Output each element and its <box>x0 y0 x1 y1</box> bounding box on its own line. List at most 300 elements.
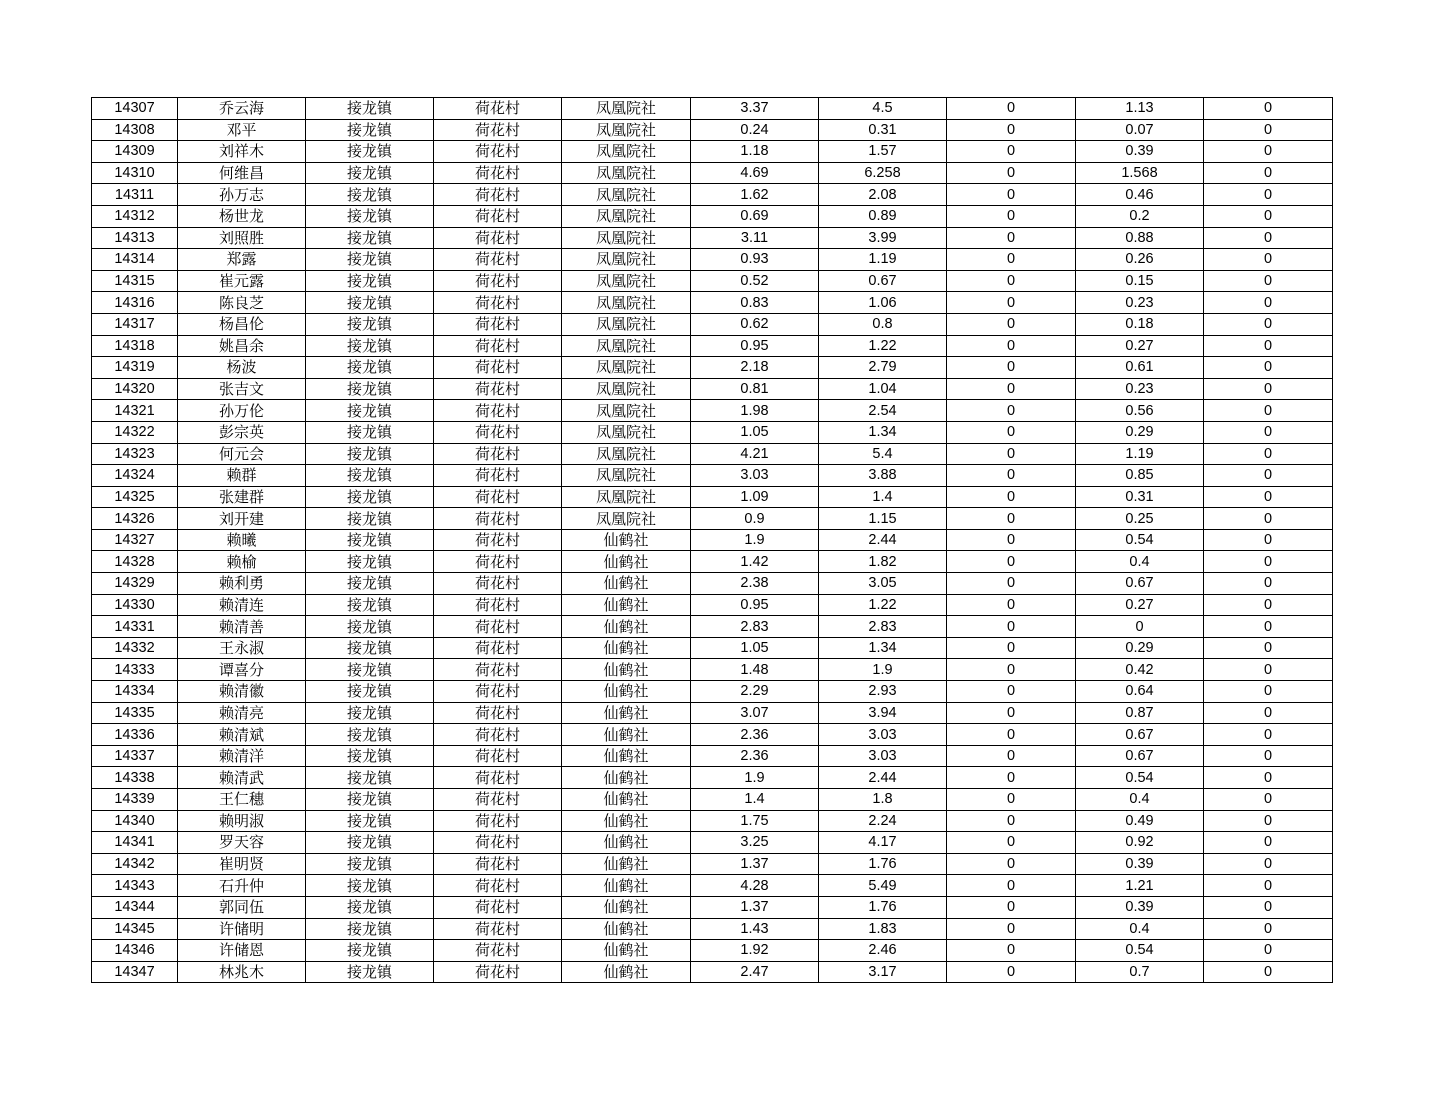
table-row <box>92 508 1333 530</box>
value-cell: 0 <box>947 184 1076 206</box>
table-row <box>92 313 1333 335</box>
value-cell: 0.92 <box>1076 832 1204 854</box>
value-cell: 0.95 <box>691 594 819 616</box>
value-cell: 1.76 <box>819 896 947 918</box>
village-cell: 荷花村 <box>434 940 562 962</box>
value-cell: 0 <box>1204 724 1333 746</box>
value-cell: 0.27 <box>1076 594 1204 616</box>
town-cell: 接龙镇 <box>306 313 434 335</box>
table-row <box>92 357 1333 379</box>
value-cell: 2.47 <box>691 961 819 983</box>
value-cell: 3.94 <box>819 702 947 724</box>
value-cell: 0 <box>1204 961 1333 983</box>
value-cell: 4.28 <box>691 875 819 897</box>
value-cell: 0.39 <box>1076 896 1204 918</box>
id-cell: 14345 <box>92 918 178 940</box>
value-cell: 0 <box>947 940 1076 962</box>
group-cell: 仙鹤社 <box>562 810 691 832</box>
value-cell: 1.568 <box>1076 162 1204 184</box>
value-cell: 1.05 <box>691 421 819 443</box>
name-cell: 赖明淑 <box>178 810 306 832</box>
value-cell: 0.2 <box>1076 205 1204 227</box>
group-cell: 凤凰院社 <box>562 378 691 400</box>
data-table <box>91 97 1333 983</box>
value-cell: 2.36 <box>691 745 819 767</box>
value-cell: 1.04 <box>819 378 947 400</box>
value-cell: 0.67 <box>1076 745 1204 767</box>
village-cell: 荷花村 <box>434 443 562 465</box>
value-cell: 0 <box>1204 940 1333 962</box>
value-cell: 0 <box>1204 465 1333 487</box>
name-cell: 谭喜分 <box>178 659 306 681</box>
town-cell: 接龙镇 <box>306 745 434 767</box>
village-cell: 荷花村 <box>434 184 562 206</box>
id-cell: 14337 <box>92 745 178 767</box>
village-cell: 荷花村 <box>434 961 562 983</box>
value-cell: 1.34 <box>819 637 947 659</box>
name-cell: 王仁穗 <box>178 789 306 811</box>
table-row <box>92 681 1333 703</box>
group-cell: 仙鹤社 <box>562 529 691 551</box>
village-cell: 荷花村 <box>434 810 562 832</box>
town-cell: 接龙镇 <box>306 681 434 703</box>
value-cell: 0 <box>947 896 1076 918</box>
value-cell: 2.83 <box>691 616 819 638</box>
value-cell: 1.21 <box>1076 875 1204 897</box>
value-cell: 4.69 <box>691 162 819 184</box>
id-cell: 14311 <box>92 184 178 206</box>
village-cell: 荷花村 <box>434 724 562 746</box>
village-cell: 荷花村 <box>434 594 562 616</box>
name-cell: 郭同伍 <box>178 896 306 918</box>
value-cell: 3.37 <box>691 98 819 120</box>
id-cell: 14308 <box>92 119 178 141</box>
table-row <box>92 335 1333 357</box>
id-cell: 14344 <box>92 896 178 918</box>
value-cell: 4.5 <box>819 98 947 120</box>
value-cell: 0.8 <box>819 313 947 335</box>
group-cell: 凤凰院社 <box>562 270 691 292</box>
value-cell: 2.36 <box>691 724 819 746</box>
town-cell: 接龙镇 <box>306 141 434 163</box>
value-cell: 2.24 <box>819 810 947 832</box>
value-cell: 0 <box>947 400 1076 422</box>
group-cell: 凤凰院社 <box>562 292 691 314</box>
value-cell: 1.4 <box>819 486 947 508</box>
group-cell: 凤凰院社 <box>562 421 691 443</box>
group-cell: 仙鹤社 <box>562 940 691 962</box>
value-cell: 0.31 <box>1076 486 1204 508</box>
id-cell: 14322 <box>92 421 178 443</box>
name-cell: 赖清洋 <box>178 745 306 767</box>
id-cell: 14321 <box>92 400 178 422</box>
town-cell: 接龙镇 <box>306 853 434 875</box>
value-cell: 3.88 <box>819 465 947 487</box>
town-cell: 接龙镇 <box>306 486 434 508</box>
value-cell: 3.03 <box>819 745 947 767</box>
id-cell: 14343 <box>92 875 178 897</box>
name-cell: 孙万伦 <box>178 400 306 422</box>
value-cell: 3.07 <box>691 702 819 724</box>
group-cell: 仙鹤社 <box>562 918 691 940</box>
name-cell: 孙万志 <box>178 184 306 206</box>
value-cell: 0 <box>947 378 1076 400</box>
group-cell: 仙鹤社 <box>562 767 691 789</box>
table-row <box>92 465 1333 487</box>
group-cell: 凤凰院社 <box>562 98 691 120</box>
name-cell: 赖榆 <box>178 551 306 573</box>
id-cell: 14320 <box>92 378 178 400</box>
group-cell: 仙鹤社 <box>562 789 691 811</box>
value-cell: 0 <box>1204 767 1333 789</box>
value-cell: 4.17 <box>819 832 947 854</box>
value-cell: 0 <box>1204 357 1333 379</box>
id-cell: 14336 <box>92 724 178 746</box>
village-cell: 荷花村 <box>434 551 562 573</box>
value-cell: 0 <box>1204 810 1333 832</box>
table-row <box>92 141 1333 163</box>
value-cell: 0.23 <box>1076 378 1204 400</box>
value-cell: 0 <box>1204 98 1333 120</box>
value-cell: 0 <box>1204 335 1333 357</box>
table-row <box>92 659 1333 681</box>
value-cell: 2.79 <box>819 357 947 379</box>
value-cell: 0.29 <box>1076 637 1204 659</box>
value-cell: 0 <box>1204 551 1333 573</box>
town-cell: 接龙镇 <box>306 551 434 573</box>
id-cell: 14315 <box>92 270 178 292</box>
table-row <box>92 789 1333 811</box>
name-cell: 罗天容 <box>178 832 306 854</box>
group-cell: 仙鹤社 <box>562 573 691 595</box>
id-cell: 14316 <box>92 292 178 314</box>
value-cell: 0.52 <box>691 270 819 292</box>
value-cell: 1.18 <box>691 141 819 163</box>
table-row <box>92 119 1333 141</box>
village-cell: 荷花村 <box>434 832 562 854</box>
value-cell: 5.49 <box>819 875 947 897</box>
village-cell: 荷花村 <box>434 659 562 681</box>
value-cell: 0 <box>947 357 1076 379</box>
value-cell: 0.24 <box>691 119 819 141</box>
village-cell: 荷花村 <box>434 227 562 249</box>
name-cell: 王永淑 <box>178 637 306 659</box>
value-cell: 0 <box>1204 789 1333 811</box>
table-row <box>92 896 1333 918</box>
town-cell: 接龙镇 <box>306 940 434 962</box>
village-cell: 荷花村 <box>434 508 562 530</box>
group-cell: 凤凰院社 <box>562 184 691 206</box>
value-cell: 0 <box>1204 875 1333 897</box>
name-cell: 邓平 <box>178 119 306 141</box>
value-cell: 0 <box>947 141 1076 163</box>
value-cell: 1.09 <box>691 486 819 508</box>
value-cell: 0 <box>1204 508 1333 530</box>
value-cell: 0 <box>947 486 1076 508</box>
name-cell: 赖清徽 <box>178 681 306 703</box>
town-cell: 接龙镇 <box>306 594 434 616</box>
group-cell: 凤凰院社 <box>562 400 691 422</box>
village-cell: 荷花村 <box>434 313 562 335</box>
name-cell: 许储恩 <box>178 940 306 962</box>
value-cell: 0 <box>947 573 1076 595</box>
value-cell: 0.95 <box>691 335 819 357</box>
group-cell: 凤凰院社 <box>562 141 691 163</box>
id-cell: 14331 <box>92 616 178 638</box>
table-row <box>92 832 1333 854</box>
value-cell: 0 <box>947 637 1076 659</box>
id-cell: 14339 <box>92 789 178 811</box>
group-cell: 仙鹤社 <box>562 961 691 983</box>
id-cell: 14330 <box>92 594 178 616</box>
value-cell: 1.62 <box>691 184 819 206</box>
value-cell: 0.4 <box>1076 551 1204 573</box>
value-cell: 0 <box>1204 141 1333 163</box>
table-row <box>92 205 1333 227</box>
group-cell: 凤凰院社 <box>562 357 691 379</box>
village-cell: 荷花村 <box>434 335 562 357</box>
value-cell: 0 <box>947 98 1076 120</box>
value-cell: 0.54 <box>1076 767 1204 789</box>
name-cell: 赖清善 <box>178 616 306 638</box>
value-cell: 0 <box>1204 119 1333 141</box>
value-cell: 1.9 <box>691 767 819 789</box>
value-cell: 0 <box>947 616 1076 638</box>
value-cell: 1.9 <box>691 529 819 551</box>
town-cell: 接龙镇 <box>306 443 434 465</box>
town-cell: 接龙镇 <box>306 918 434 940</box>
value-cell: 0.27 <box>1076 335 1204 357</box>
value-cell: 1.06 <box>819 292 947 314</box>
town-cell: 接龙镇 <box>306 508 434 530</box>
value-cell: 0.26 <box>1076 249 1204 271</box>
value-cell: 0 <box>947 249 1076 271</box>
value-cell: 3.03 <box>691 465 819 487</box>
id-cell: 14340 <box>92 810 178 832</box>
value-cell: 0.07 <box>1076 119 1204 141</box>
value-cell: 0 <box>1204 249 1333 271</box>
value-cell: 0.69 <box>691 205 819 227</box>
village-cell: 荷花村 <box>434 529 562 551</box>
group-cell: 凤凰院社 <box>562 443 691 465</box>
group-cell: 凤凰院社 <box>562 249 691 271</box>
value-cell: 0 <box>947 119 1076 141</box>
town-cell: 接龙镇 <box>306 378 434 400</box>
value-cell: 0.4 <box>1076 789 1204 811</box>
village-cell: 荷花村 <box>434 270 562 292</box>
value-cell: 0.39 <box>1076 853 1204 875</box>
id-cell: 14307 <box>92 98 178 120</box>
group-cell: 仙鹤社 <box>562 745 691 767</box>
value-cell: 1.43 <box>691 918 819 940</box>
value-cell: 0 <box>947 810 1076 832</box>
table-row <box>92 853 1333 875</box>
name-cell: 赖清斌 <box>178 724 306 746</box>
value-cell: 0 <box>1204 594 1333 616</box>
value-cell: 0 <box>1204 292 1333 314</box>
group-cell: 凤凰院社 <box>562 162 691 184</box>
value-cell: 1.05 <box>691 637 819 659</box>
village-cell: 荷花村 <box>434 162 562 184</box>
village-cell: 荷花村 <box>434 896 562 918</box>
value-cell: 1.8 <box>819 789 947 811</box>
value-cell: 0 <box>947 594 1076 616</box>
name-cell: 何维昌 <box>178 162 306 184</box>
value-cell: 1.98 <box>691 400 819 422</box>
value-cell: 0 <box>1204 659 1333 681</box>
group-cell: 凤凰院社 <box>562 486 691 508</box>
id-cell: 14325 <box>92 486 178 508</box>
value-cell: 0.54 <box>1076 940 1204 962</box>
value-cell: 0 <box>947 767 1076 789</box>
id-cell: 14346 <box>92 940 178 962</box>
table-row <box>92 98 1333 120</box>
table-row <box>92 940 1333 962</box>
name-cell: 林兆木 <box>178 961 306 983</box>
group-cell: 仙鹤社 <box>562 659 691 681</box>
name-cell: 彭宗英 <box>178 421 306 443</box>
town-cell: 接龙镇 <box>306 529 434 551</box>
id-cell: 14341 <box>92 832 178 854</box>
name-cell: 赖群 <box>178 465 306 487</box>
value-cell: 1.13 <box>1076 98 1204 120</box>
village-cell: 荷花村 <box>434 875 562 897</box>
group-cell: 凤凰院社 <box>562 227 691 249</box>
value-cell: 0 <box>947 961 1076 983</box>
id-cell: 14323 <box>92 443 178 465</box>
value-cell: 0 <box>947 313 1076 335</box>
value-cell: 0.39 <box>1076 141 1204 163</box>
value-cell: 0 <box>947 853 1076 875</box>
value-cell: 1.19 <box>819 249 947 271</box>
value-cell: 1.57 <box>819 141 947 163</box>
table-row <box>92 875 1333 897</box>
value-cell: 1.15 <box>819 508 947 530</box>
name-cell: 张建群 <box>178 486 306 508</box>
value-cell: 0 <box>1204 529 1333 551</box>
value-cell: 3.17 <box>819 961 947 983</box>
value-cell: 0 <box>947 832 1076 854</box>
id-cell: 14328 <box>92 551 178 573</box>
value-cell: 0 <box>1204 270 1333 292</box>
value-cell: 0 <box>947 551 1076 573</box>
value-cell: 0.85 <box>1076 465 1204 487</box>
name-cell: 赖清亮 <box>178 702 306 724</box>
value-cell: 3.03 <box>819 724 947 746</box>
table-row <box>92 378 1333 400</box>
value-cell: 6.258 <box>819 162 947 184</box>
value-cell: 0 <box>947 292 1076 314</box>
town-cell: 接龙镇 <box>306 98 434 120</box>
value-cell: 0.18 <box>1076 313 1204 335</box>
table-row <box>92 292 1333 314</box>
value-cell: 0 <box>947 508 1076 530</box>
table-row <box>92 724 1333 746</box>
town-cell: 接龙镇 <box>306 421 434 443</box>
value-cell: 1.4 <box>691 789 819 811</box>
value-cell: 1.76 <box>819 853 947 875</box>
table-row <box>92 443 1333 465</box>
village-cell: 荷花村 <box>434 681 562 703</box>
name-cell: 乔云海 <box>178 98 306 120</box>
table-row <box>92 227 1333 249</box>
table-row <box>92 961 1333 983</box>
value-cell: 0 <box>1204 681 1333 703</box>
value-cell: 0.25 <box>1076 508 1204 530</box>
value-cell: 0.89 <box>819 205 947 227</box>
value-cell: 0 <box>947 789 1076 811</box>
value-cell: 1.34 <box>819 421 947 443</box>
town-cell: 接龙镇 <box>306 789 434 811</box>
value-cell: 0 <box>947 335 1076 357</box>
town-cell: 接龙镇 <box>306 270 434 292</box>
value-cell: 2.93 <box>819 681 947 703</box>
value-cell: 0 <box>947 659 1076 681</box>
table-row <box>92 162 1333 184</box>
value-cell: 0.29 <box>1076 421 1204 443</box>
group-cell: 仙鹤社 <box>562 702 691 724</box>
value-cell: 0 <box>1204 918 1333 940</box>
group-cell: 仙鹤社 <box>562 724 691 746</box>
value-cell: 0.93 <box>691 249 819 271</box>
value-cell: 0.9 <box>691 508 819 530</box>
group-cell: 仙鹤社 <box>562 637 691 659</box>
value-cell: 0 <box>1204 702 1333 724</box>
value-cell: 0 <box>947 465 1076 487</box>
value-cell: 0.31 <box>819 119 947 141</box>
village-cell: 荷花村 <box>434 205 562 227</box>
value-cell: 0 <box>1204 745 1333 767</box>
value-cell: 0.62 <box>691 313 819 335</box>
value-cell: 1.19 <box>1076 443 1204 465</box>
value-cell: 0 <box>1204 378 1333 400</box>
group-cell: 仙鹤社 <box>562 875 691 897</box>
value-cell: 0.23 <box>1076 292 1204 314</box>
village-cell: 荷花村 <box>434 616 562 638</box>
town-cell: 接龙镇 <box>306 896 434 918</box>
town-cell: 接龙镇 <box>306 573 434 595</box>
value-cell: 2.38 <box>691 573 819 595</box>
id-cell: 14342 <box>92 853 178 875</box>
town-cell: 接龙镇 <box>306 357 434 379</box>
table-body <box>92 98 1333 983</box>
village-cell: 荷花村 <box>434 745 562 767</box>
town-cell: 接龙镇 <box>306 119 434 141</box>
table-row <box>92 637 1333 659</box>
id-cell: 14314 <box>92 249 178 271</box>
town-cell: 接龙镇 <box>306 702 434 724</box>
table-row <box>92 810 1333 832</box>
town-cell: 接龙镇 <box>306 249 434 271</box>
village-cell: 荷花村 <box>434 486 562 508</box>
name-cell: 刘开建 <box>178 508 306 530</box>
value-cell: 0 <box>947 162 1076 184</box>
group-cell: 仙鹤社 <box>562 551 691 573</box>
id-cell: 14347 <box>92 961 178 983</box>
id-cell: 14317 <box>92 313 178 335</box>
group-cell: 凤凰院社 <box>562 313 691 335</box>
value-cell: 2.44 <box>819 529 947 551</box>
value-cell: 0 <box>1204 486 1333 508</box>
id-cell: 14318 <box>92 335 178 357</box>
id-cell: 14310 <box>92 162 178 184</box>
town-cell: 接龙镇 <box>306 616 434 638</box>
value-cell: 2.44 <box>819 767 947 789</box>
table-row <box>92 270 1333 292</box>
village-cell: 荷花村 <box>434 421 562 443</box>
value-cell: 0.81 <box>691 378 819 400</box>
value-cell: 3.05 <box>819 573 947 595</box>
